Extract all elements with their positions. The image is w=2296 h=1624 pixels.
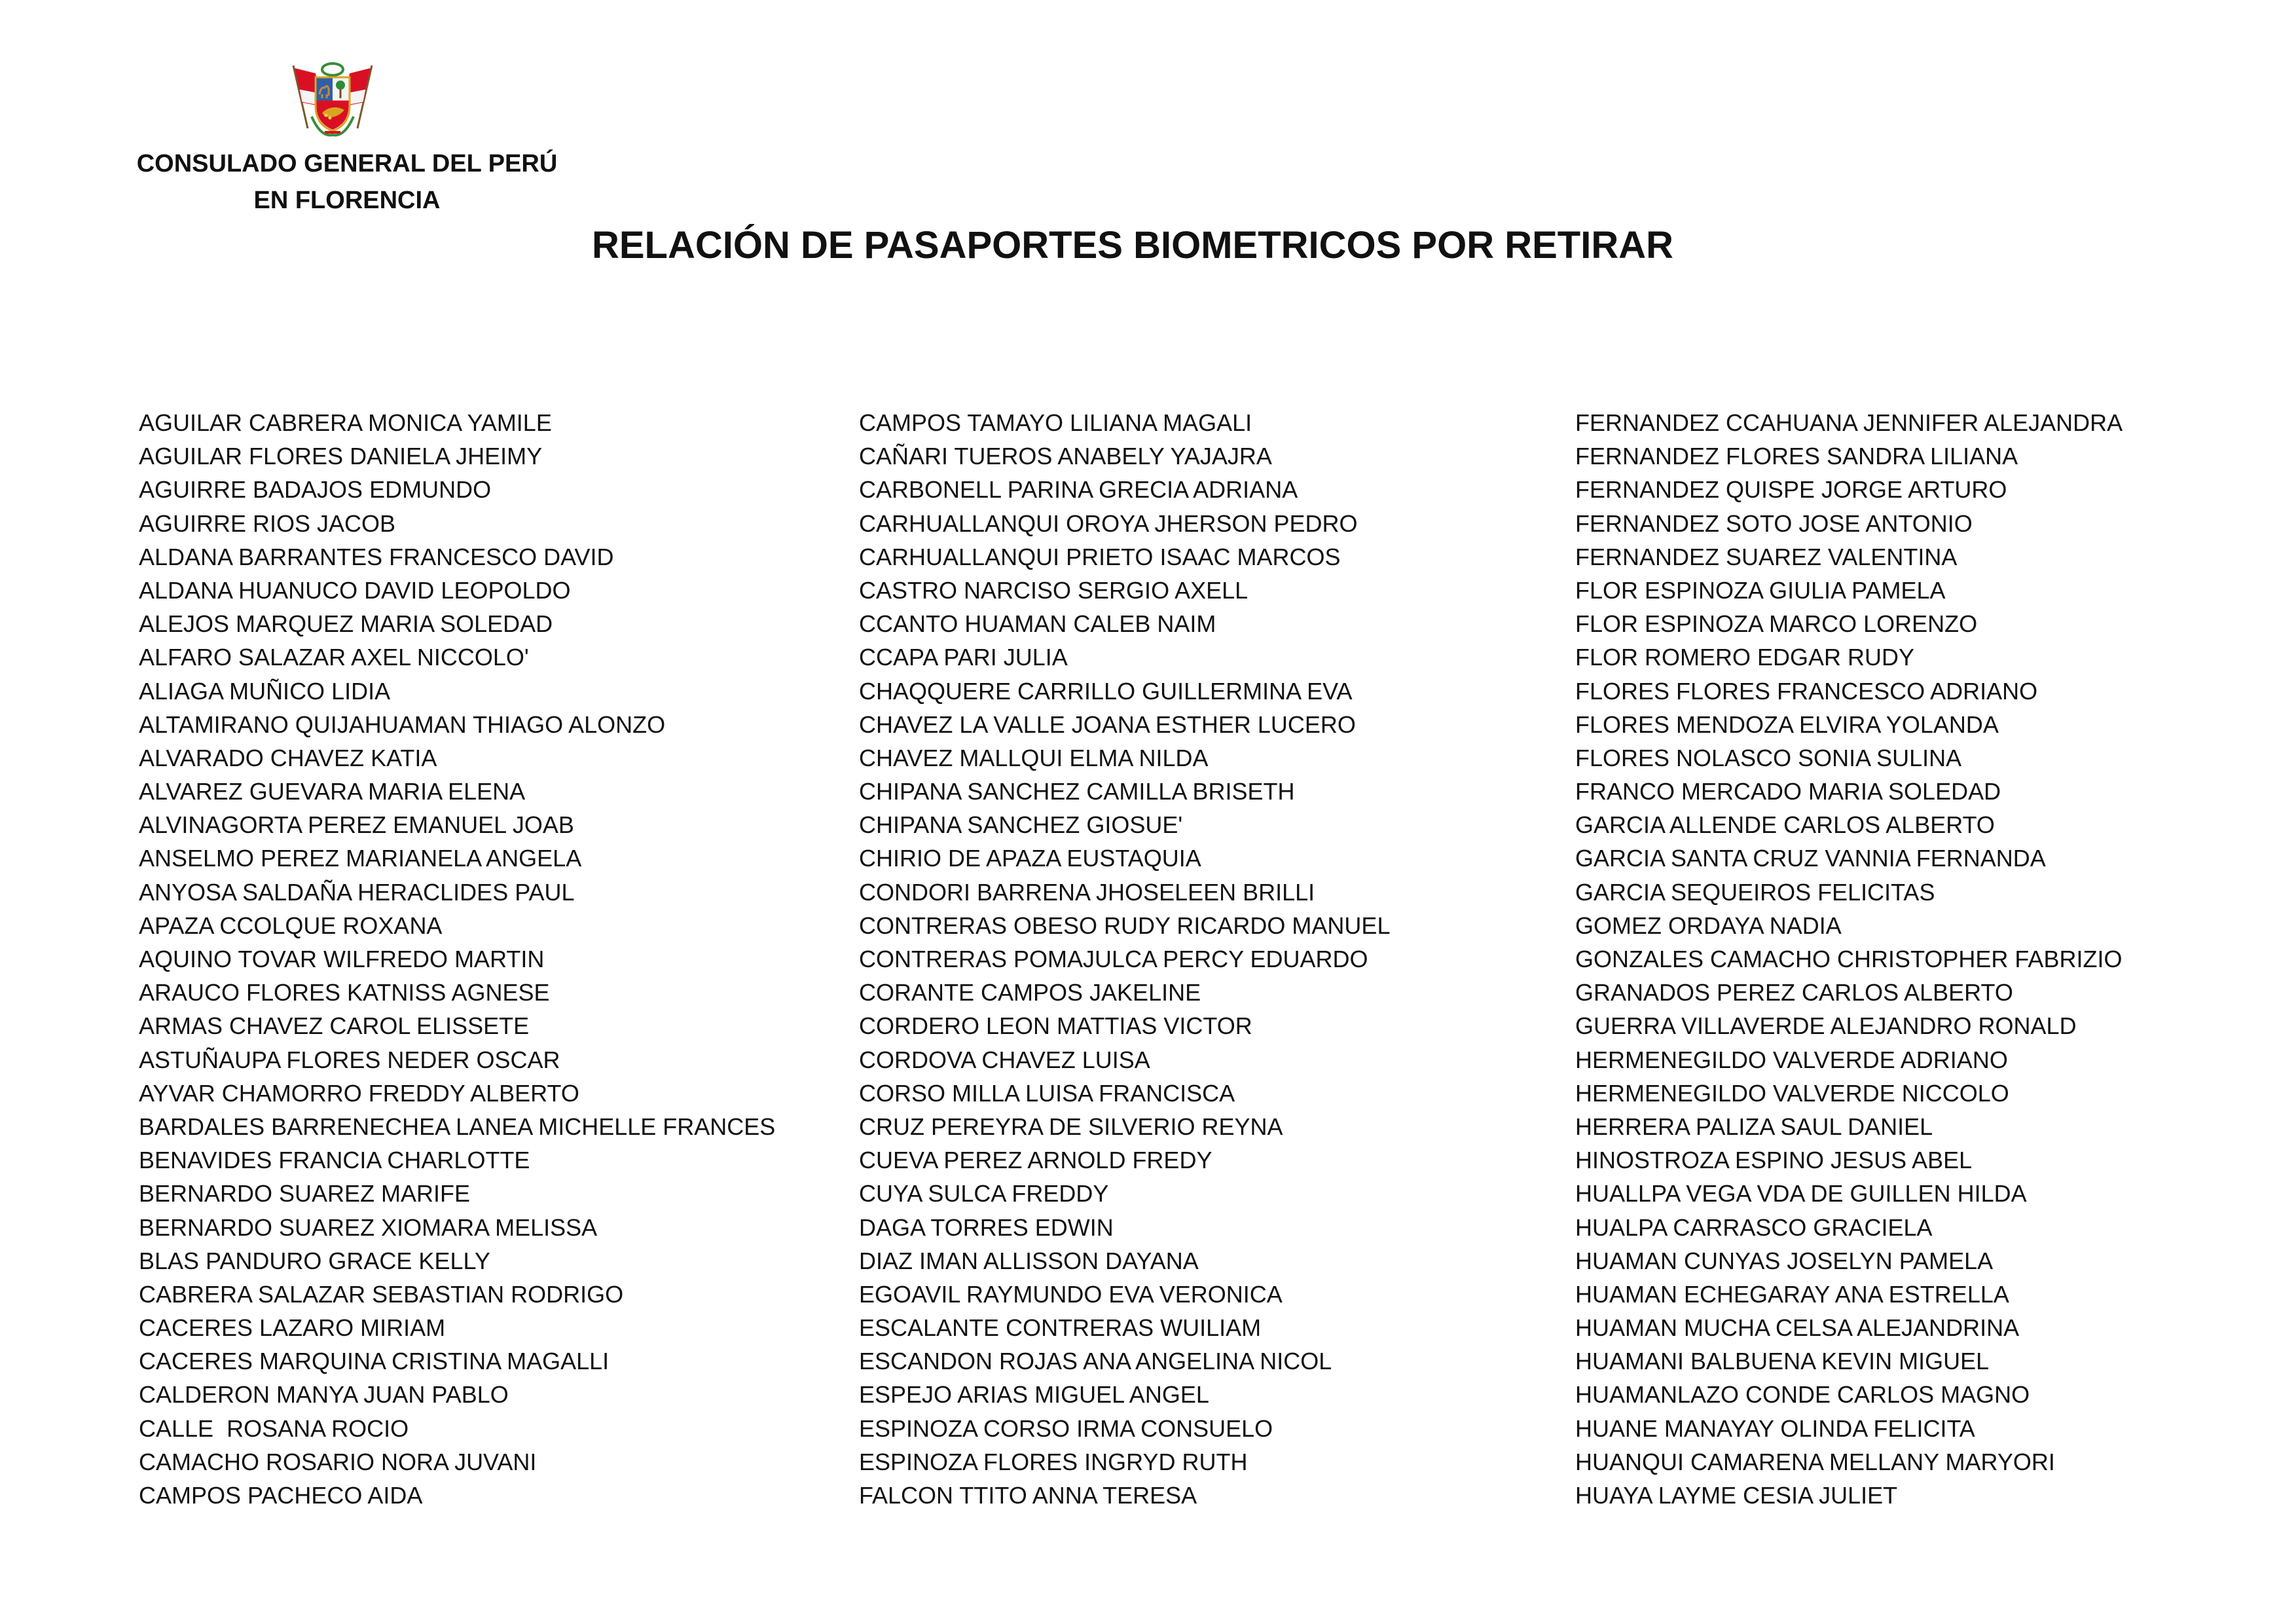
passport-holder-name: CHAQQUERE CARRILLO GUILLERMINA EVA: [859, 677, 1353, 705]
passport-holder-name: CORSO MILLA LUISA FRANCISCA: [859, 1079, 1235, 1107]
passport-holder-name: ANYOSA SALDAÑA HERACLIDES PAUL: [139, 878, 575, 906]
passport-holder-name: ALIAGA MUÑICO LIDIA: [139, 677, 391, 705]
passport-holder-name: GRANADOS PEREZ CARLOS ALBERTO: [1575, 979, 2013, 1006]
passport-holder-name: FLOR ROMERO EDGAR RUDY: [1575, 644, 1915, 671]
passport-holder-name: AGUIRRE BADAJOS EDMUNDO: [139, 476, 492, 504]
passport-holder-name: CORDERO LEON MATTIAS VICTOR: [859, 1012, 1252, 1040]
passport-holder-name: ESPEJO ARIAS MIGUEL ANGEL: [859, 1381, 1209, 1409]
passport-holder-name: CALDERON MANYA JUAN PABLO: [139, 1381, 509, 1409]
passport-holder-name: HUANE MANAYAY OLINDA FELICITA: [1575, 1414, 1975, 1442]
passport-holder-name: EGOAVIL RAYMUNDO EVA VERONICA: [859, 1280, 1283, 1308]
passport-holder-name: ALDANA BARRANTES FRANCESCO DAVID: [139, 543, 614, 570]
passport-holder-name: GARCIA ALLENDE CARLOS ALBERTO: [1575, 811, 1995, 839]
names-column-3: [1575, 406, 2269, 1512]
passport-holder-name: CARBONELL PARINA GRECIA ADRIANA: [859, 476, 1298, 504]
passport-holder-name: DIAZ IMAN ALLISSON DAYANA: [859, 1247, 1199, 1274]
passport-holder-name: CUYA SULCA FREDDY: [859, 1180, 1109, 1208]
passport-holder-name: ALVARADO CHAVEZ KATIA: [139, 744, 437, 771]
passport-holder-name: HUAMAN ECHEGARAY ANA ESTRELLA: [1575, 1280, 2009, 1308]
passport-holder-name: HERMENEGILDO VALVERDE ADRIANO: [1575, 1046, 2008, 1073]
passport-holder-name: ALVAREZ GUEVARA MARIA ELENA: [139, 778, 526, 805]
passport-holder-name: CHAVEZ LA VALLE JOANA ESTHER LUCERO: [859, 710, 1356, 738]
passport-holder-name: GUERRA VILLAVERDE ALEJANDRO RONALD: [1575, 1012, 2077, 1040]
passport-holder-name: CACERES MARQUINA CRISTINA MAGALLI: [139, 1348, 610, 1375]
passport-holder-name: HUALPA CARRASCO GRACIELA: [1575, 1213, 1933, 1241]
passport-holder-name: HERRERA PALIZA SAUL DANIEL: [1575, 1113, 1933, 1140]
passport-holder-name: GARCIA SEQUEIROS FELICITAS: [1575, 878, 1935, 906]
passport-holder-name: CABRERA SALAZAR SEBASTIAN RODRIGO: [139, 1280, 624, 1308]
passport-holder-name: CARHUALLANQUI OROYA JHERSON PEDRO: [859, 509, 1358, 537]
passport-holder-name: HERMENEGILDO VALVERDE NICCOLO: [1575, 1079, 2009, 1107]
passport-holder-name: FERNANDEZ SOTO JOSE ANTONIO: [1575, 509, 1973, 537]
passport-holder-name: CONTRERAS POMAJULCA PERCY EDUARDO: [859, 946, 1368, 972]
passport-holder-name: ARAUCO FLORES KATNISS AGNESE: [139, 979, 550, 1006]
passport-holder-name: CCAPA PARI JULIA: [859, 644, 1068, 671]
names-column-2: [859, 406, 1553, 1512]
passport-holder-name: BERNARDO SUAREZ XIOMARA MELISSA: [139, 1213, 598, 1241]
passport-holder-name: FLORES NOLASCO SONIA SULINA: [1575, 744, 1962, 771]
passport-holder-name: CRUZ PEREYRA DE SILVERIO REYNA: [859, 1113, 1283, 1140]
passport-holder-name: CONTRERAS OBESO RUDY RICARDO MANUEL: [859, 912, 1391, 939]
passport-holder-name: ALFARO SALAZAR AXEL NICCOLO': [139, 644, 529, 671]
passport-holder-name: AGUIRRE RIOS JACOB: [139, 509, 396, 537]
passport-holder-name: CHIRIO DE APAZA EUSTAQUIA: [859, 845, 1201, 872]
passport-holder-name: CHIPANA SANCHEZ CAMILLA BRISETH: [859, 778, 1295, 805]
passport-holder-name: FRANCO MERCADO MARIA SOLEDAD: [1575, 778, 2001, 805]
passport-holder-name: HUAMAN CUNYAS JOSELYN PAMELA: [1575, 1247, 1994, 1274]
passport-holder-name: GARCIA SANTA CRUZ VANNIA FERNANDA: [1575, 845, 2046, 872]
passport-holder-name: HUAMAN MUCHA CELSA ALEJANDRINA: [1575, 1314, 2020, 1342]
passport-holder-name: FERNANDEZ FLORES SANDRA LILIANA: [1575, 443, 2018, 470]
passport-holder-name: AGUILAR FLORES DANIELA JHEIMY: [139, 443, 543, 470]
passport-holder-name: FLOR ESPINOZA GIULIA PAMELA: [1575, 576, 1946, 604]
passport-holder-name: HUAYA LAYME CESIA JULIET: [1575, 1482, 1898, 1509]
passport-holder-name: CARHUALLANQUI PRIETO ISAAC MARCOS: [859, 543, 1341, 570]
consulate-name-line-2: EN FLORENCIA: [253, 187, 441, 214]
passport-holder-name: HUAMANI BALBUENA KEVIN MIGUEL: [1575, 1348, 1990, 1375]
passport-holder-name: CACERES LAZARO MIRIAM: [139, 1314, 446, 1342]
passport-holder-name: FLORES MENDOZA ELVIRA YOLANDA: [1575, 710, 1999, 738]
passport-holder-name: FALCON TTITO ANNA TERESA: [859, 1482, 1197, 1509]
passport-holder-name: ESPINOZA FLORES INGRYD RUTH: [859, 1448, 1248, 1475]
passport-holder-name: CHAVEZ MALLQUI ELMA NILDA: [859, 744, 1209, 771]
passport-holder-name: BENAVIDES FRANCIA CHARLOTTE: [139, 1147, 530, 1174]
passport-holder-name: CAMPOS TAMAYO LILIANA MAGALI: [859, 409, 1252, 436]
passport-holder-name: CORDOVA CHAVEZ LUISA: [859, 1046, 1150, 1073]
passport-holder-name: CAMACHO ROSARIO NORA JUVANI: [139, 1448, 537, 1475]
passport-holder-name: FERNANDEZ QUISPE JORGE ARTURO: [1575, 476, 2007, 504]
passport-holder-name: ALDANA HUANUCO DAVID LEOPOLDO: [139, 576, 571, 604]
passport-holder-name: CONDORI BARRENA JHOSELEEN BRILLI: [859, 878, 1315, 906]
passport-holder-name: HUALLPA VEGA VDA DE GUILLEN HILDA: [1575, 1180, 2027, 1208]
passport-holder-name: FERNANDEZ CCAHUANA JENNIFER ALEJANDRA: [1575, 409, 2123, 436]
passport-holder-name: ALTAMIRANO QUIJAHUAMAN THIAGO ALONZO: [139, 710, 666, 738]
passport-holder-name: FLORES FLORES FRANCESCO ADRIANO: [1575, 677, 2038, 705]
passport-holder-name: ALVINAGORTA PEREZ EMANUEL JOAB: [139, 811, 574, 839]
passport-holder-name: BLAS PANDURO GRACE KELLY: [139, 1247, 490, 1274]
passport-holder-name: FERNANDEZ SUAREZ VALENTINA: [1575, 543, 1958, 570]
passport-holder-name: DAGA TORRES EDWIN: [859, 1213, 1114, 1241]
consulate-name: [118, 145, 576, 219]
passport-holder-name: GONZALES CAMACHO CHRISTOPHER FABRIZIO: [1575, 946, 2123, 972]
passport-holder-name: AQUINO TOVAR WILFREDO MARTIN: [139, 946, 545, 972]
passport-holder-name: ASTUÑAUPA FLORES NEDER OSCAR: [139, 1046, 560, 1073]
passport-holder-name: GOMEZ ORDAYA NADIA: [1575, 912, 1842, 939]
passport-holder-name: ESCALANTE CONTRERAS WUILIAM: [859, 1314, 1262, 1342]
names-column-1: [139, 406, 833, 1512]
passport-holder-name: ALEJOS MARQUEZ MARIA SOLEDAD: [139, 610, 553, 638]
passport-holder-name: CUEVA PEREZ ARNOLD FREDY: [859, 1147, 1212, 1174]
passport-holder-name: CORANTE CAMPOS JAKELINE: [859, 979, 1201, 1006]
passport-holder-name: CALLE ROSANA ROCIO: [139, 1414, 409, 1442]
passport-holder-name: FLOR ESPINOZA MARCO LORENZO: [1575, 610, 1978, 638]
passport-holder-name: ANSELMO PEREZ MARIANELA ANGELA: [139, 845, 582, 872]
passport-holder-name: ESCANDON ROJAS ANA ANGELINA NICOL: [859, 1348, 1332, 1375]
passport-holder-name: HINOSTROZA ESPINO JESUS ABEL: [1575, 1147, 1973, 1174]
consulate-name-line-1: CONSULADO GENERAL DEL PERÚ: [136, 150, 558, 177]
passport-holder-name: AYVAR CHAMORRO FREDDY ALBERTO: [139, 1079, 579, 1107]
passport-holder-name: CAÑARI TUEROS ANABELY YAJAJRA: [859, 443, 1272, 470]
passport-holder-name: BERNARDO SUAREZ MARIFE: [139, 1180, 471, 1208]
passport-holder-name: AGUILAR CABRERA MONICA YAMILE: [139, 409, 552, 436]
passport-holder-name: CCANTO HUAMAN CALEB NAIM: [859, 610, 1216, 638]
passport-holder-name: HUANQUI CAMARENA MELLANY MARYORI: [1575, 1448, 2055, 1475]
passport-holder-name: ESPINOZA CORSO IRMA CONSUELO: [859, 1414, 1273, 1442]
page-title: RELACIÓN DE PASAPORTES BIOMETRICOS POR RETIRAR: [591, 224, 1674, 267]
passport-holder-name: HUAMANLAZO CONDE CARLOS MAGNO: [1575, 1381, 2030, 1409]
passport-holder-name: CHIPANA SANCHEZ GIOSUE': [859, 811, 1183, 839]
passport-holder-name: APAZA CCOLQUE ROXANA: [139, 912, 443, 939]
peru-coat-of-arms-icon: [282, 60, 384, 140]
passport-holder-name: BARDALES BARRENECHEA LANEA MICHELLE FRANCES: [139, 1113, 776, 1140]
passport-holder-name: CAMPOS PACHECO AIDA: [139, 1482, 423, 1509]
passport-holder-name: CASTRO NARCISO SERGIO AXELL: [859, 576, 1248, 604]
passport-holder-name: ARMAS CHAVEZ CAROL ELISSETE: [139, 1012, 530, 1040]
